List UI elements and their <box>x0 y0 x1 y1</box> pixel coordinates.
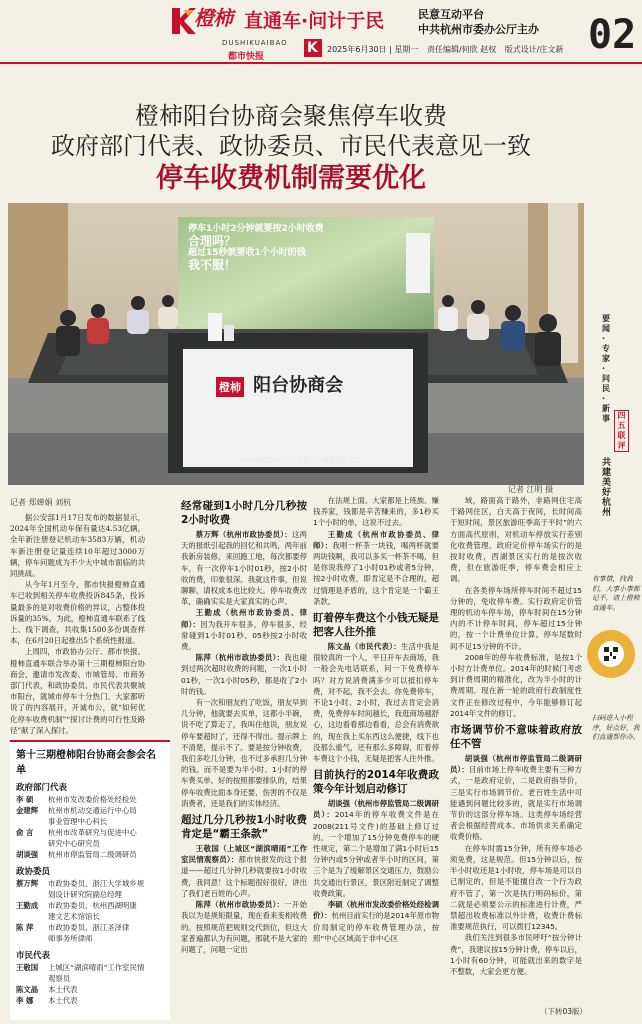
member-name: 陈 萍 <box>16 923 34 932</box>
member-name: 李 娜 <box>16 996 34 1005</box>
headline-line-1: 橙柿阳台协商会聚焦停车收费 <box>135 102 447 130</box>
col4-paragraph: 域，路面高于路外，非路网住宅高于路网住区，白天高于夜间，长时间高于短时间，景区旅游旺季高于平时”的六方面高代原则，对机动车停放实行差别化收费管理。政府定价停车场实行的是按时收费，西湖景区实行的是按次收费，但在旅游旺季，停车费会相应上调。 <box>450 496 582 584</box>
speaker-label: 陈萍（杭州市政协委员）： <box>195 653 285 663</box>
col4-paragraph: 在停车时需15分钟，所有停车场必须免费，这是规范。但15分钟以后，按半小时收还是1小时收，停车场是可以自己制定的，但是不能擅自改一个行为政府不管了，第一次是执行明码标价，第二就是必须要公示的标准进行计费，严禁超出收费标准以外计费，收费计费标准要规范执行，可以拨打12345。 <box>450 843 582 932</box>
member-row <box>16 794 164 805</box>
member-role: 市政协委员、浙江大学城乡规 <box>48 879 145 888</box>
strip-note-2: 扫码进入小程序，好点好，我们直通帮你办。 <box>592 714 640 741</box>
issue-date: 2025年6月30日 | 星期一 <box>327 45 419 54</box>
speaker-label: 王敬国（上城区“湖滨晴雨”工作室民情观察员）： <box>181 844 307 865</box>
quote-text: 杭州目前实行的是2014年原市物价局制定的停车收费管理办法，按照“中心区域高于非中心区 <box>313 911 439 943</box>
member-row <box>16 878 164 889</box>
masthead <box>0 0 642 64</box>
issue-editor: 责任编辑/何欣 赵权 <box>426 45 497 54</box>
article-column-3 <box>313 495 439 1005</box>
member-role: 杭州市发改委价格处经检处 <box>48 795 137 804</box>
col4-paragraph: 我们关注到很多市民呼吁“按分钟计费”，我建议按15分钟计费，停车以后，1小时有60分钟，可能就出来的数字是不整数，大家会更方便。 <box>450 933 582 976</box>
member-role: 市政协委员、杭州西湖明康 <box>48 901 137 910</box>
quote-text: 因为我开车很多，停车很多，经常碰到1小时01秒、05秒按2小时收费。 <box>181 619 307 652</box>
meeting-photo <box>8 203 584 485</box>
col4-paragraph: 2008年的停车收费标准，是按1个小时方计费单位。2014年的时候门考虑到计费周期的精准化，改为半小时的计费周期。现在新一轮的政府行政制度性文件正在修改过程中，今年能够修订起2014年文件的修订。 <box>450 652 582 718</box>
member-row <box>16 962 164 973</box>
partner-line-1: 民意互动平台 <box>418 8 484 21</box>
quote-text: 目前市场上停车收费主要有三种方式，一是政府定价，二是政府指导价，三是实行市场调节价。老百姓生活中可能遇到问题比较多的，就是实行市场调节价的这部分停车场。这类停车场经营者会根据经营成本、市场供求关系确定收费价格。 <box>450 765 582 842</box>
col2-paragraph: 有一次和朋友约了吃饭，朋友早到几分钟，他就要去买单，这都小半碗，说不吃了算走了，我叫住他说，朋友说停车要超时了，还得不得出。提示牌上不清楚，提示不了。要是按分钟收费，我们多吃几分钟，也不过多承担几分钟的钱。而不是要为半小时、1小时的停车费买单。好的按照都要排队的，结果停车收费比面本身还要，伤害的不仅是消费者，还是我们的实体经济。 <box>181 698 307 808</box>
subhead-5: 市场调节价不意味着政府放任不管 <box>450 724 582 751</box>
member-row <box>16 838 164 849</box>
member-row <box>16 911 164 922</box>
member-row <box>16 933 164 944</box>
photo-credit: 记者 江明 摄 <box>508 485 554 494</box>
member-role: 上城区“湖滨晴雨”工作室民情 <box>48 963 145 972</box>
issue-meta <box>327 44 569 55</box>
right-strip <box>586 64 642 1024</box>
member-role: 杭州市机动交通运行中心局 <box>48 806 137 815</box>
partner-line-2: 中共杭州市委办公厅主办 <box>418 23 539 36</box>
member-group-label: 政府部门代表 <box>16 783 68 793</box>
newspaper-logo-letter: K <box>307 40 318 56</box>
table-banner <box>216 371 416 397</box>
member-row <box>16 922 164 933</box>
screen-text <box>188 223 428 271</box>
brand-k-logo-icon <box>170 6 196 36</box>
qr-code-graphic-icon <box>587 630 635 678</box>
col1-paragraph-1: 据公安部1月17日发布的数据显示，2024年全国机动车保有量达4.53亿辆，全年新注册登记机动车3583万辆，机动车新注册登记量连续10年超过3000万辆，停车问题成为不少大中城市面临的共同挑战。 <box>10 513 145 579</box>
member-name: 蔡万辉 <box>16 879 39 888</box>
banner-logo: 橙柿 <box>216 377 244 397</box>
member-name: 胡谈强 <box>16 850 39 859</box>
subhead-1: 经常碰到1小时几分几秒按2小时收费 <box>181 500 307 526</box>
quote-text: 一开始我以为是规矩限量，现在看来变相收费的。按照规范把规则交代到位，但这大家普遍都认为有问题，那就不是大家的问题了，问题一定出 <box>181 900 307 954</box>
speaker-label: 王勤成（杭州市政协委员、律师）： <box>313 529 439 550</box>
col4-paragraph: 在各类停车场所停车时间不超过15分钟的，免收停车费。实行政府定价管理的机动车停车场，停车时间在15分钟内的不计停车时间，停车超过15分钟的，按一个计费单位计算。停车尾数时间不足15分钟的不计。 <box>450 585 582 651</box>
speaker-label: 胡谈强（杭州市停监管局二级调研员）： <box>313 799 439 820</box>
member-role: 杭州市停监管局二级调研员 <box>48 850 137 859</box>
member-row <box>16 827 164 838</box>
headline-line-2: 政府部门代表、政协委员、市民代表意见一致 <box>51 132 531 160</box>
banner-title: 阳台协商会 <box>253 375 344 396</box>
member-row <box>16 900 164 911</box>
member-row <box>16 984 164 995</box>
speaker-label: 胡谈强（杭州市停监管局二级调研员）： <box>450 754 582 775</box>
speaker-label: 李硕（杭州市发改委价格处经检调价）： <box>313 900 439 921</box>
article-column-2 <box>181 495 307 1005</box>
masthead-rule <box>0 62 642 64</box>
quote-text: 我也碰到过两次超时收费的问题，一次1小时01秒，一次1小时05秒，都是收了2小时的钱。 <box>181 653 307 696</box>
newspaper-name: 都市快报 <box>228 52 265 62</box>
strip-vertical-text-2: 共建美好杭州 <box>602 458 612 518</box>
member-role: 研究中心研究员 <box>48 839 100 848</box>
screen-line-4: 我不服！ <box>188 258 237 272</box>
member-row <box>16 849 164 860</box>
newspaper-pinyin: DUSHIKUAIBAO <box>222 39 288 47</box>
member-row <box>16 816 164 827</box>
quote-text: 生活中我是很较真的一个人，平日开车去商场，我一般会先电话联系，问一下免费停车吗？对方说消费满多少可以抵扣停车费，对不起，我不会去。你免费停车，不论1小时、2小时，我过去肯定会消费，免费停车时间越长，我逛商场越舒心，这边看看那边看看，总会有消费欲的，现在我上买东西这么便捷，线下也没那么重气，还有那么多障碍，盯着停车费这个小钱，无疑是把客人往外推。 <box>313 642 439 764</box>
member-name: 李 硕 <box>16 795 34 804</box>
member-group-label: 市民代表 <box>16 951 51 961</box>
newspaper-logo-icon <box>304 39 322 57</box>
issue-designer: 版式设计/庄文新 <box>504 45 564 54</box>
banner-sub: 杭州市政协实验中心 | 都市快报直通车互动 <box>238 456 362 464</box>
member-role: 建文艺术馆馆长 <box>48 912 100 921</box>
member-name: 王勤成 <box>16 901 39 910</box>
subhead-2: 超过几分几秒按1小时收费肯定是“霸王条款” <box>181 814 307 841</box>
member-list-box <box>10 740 170 1020</box>
member-name: 俞 言 <box>16 828 34 837</box>
screen-line-3: 超过15秒就要收1个小时的钱 <box>188 248 306 258</box>
member-role: 本土代表 <box>48 996 78 1005</box>
screen-line-2: 合理吗？ <box>188 234 237 248</box>
brand-calligraphy: 橙柿 <box>194 6 232 30</box>
quote-text: 都市快报发的这个报道——超过几分钟几秒就要按1小时收费，我同意！这个标题很好很好，讲出了我们老百姓的心声。 <box>181 855 307 898</box>
subhead-4: 目前执行的2014年收费政策今年计划启动修订 <box>313 769 439 796</box>
member-group-label: 政协委员 <box>16 867 51 877</box>
strip-badge: 四五联评 <box>614 410 629 452</box>
speaker-label: 陈文晶（市民代表）： <box>327 642 401 652</box>
quote-text: 2014年的停车收费文件是在2008(211号文件)的基础上修订过的，一个增加了15分钟免费停车的硬性规定，第二个是增加了满1小时后15分钟内或5分钟或者半小时的区间，第三个是为了缓解景区交通压力，鼓励公共交通出行景区，景区附近制定了调整收费政策。 <box>313 810 439 898</box>
speaker-label: 王勤成（杭州市政协委员、律师）： <box>181 608 307 629</box>
member-role: 市政协委员、浙江圣泽律 <box>48 923 130 932</box>
strip-note-1: 有事情，找我们，大事小事都记不，请上橙柿直通车。 <box>592 575 640 612</box>
member-name: 王敬国 <box>16 963 39 972</box>
article-column-4 <box>450 495 582 1005</box>
speaker-label: 陈萍（杭州市政协委员）： <box>195 900 285 910</box>
speaker-label: 蔡万辉（杭州市政协委员）： <box>195 530 292 539</box>
qr-code-icon[interactable] <box>587 630 635 678</box>
member-row <box>16 889 164 900</box>
member-list-title: 第十三期橙柿阳台协商会参会名单 <box>16 750 156 776</box>
member-row <box>16 805 164 816</box>
member-name: 金建辉 <box>16 806 39 815</box>
screen-line-1: 停车1小时2分钟就要按2小时收费 <box>188 224 324 234</box>
col3-paragraph: 在法规上面。大家都是上班族、赚钱养家，钱都是辛苦赚来的，多1秒买1个小时的单，这说不过去。 <box>313 496 439 528</box>
member-role: 观察员 <box>48 974 71 983</box>
member-role: 划设计研究院副总经理 <box>48 890 122 899</box>
member-row <box>16 995 164 1006</box>
strip-vertical-text-1: 要闻·专家·问民·新事 <box>602 314 610 423</box>
member-role: 师事务所律师 <box>48 934 93 943</box>
quote-text: 这两天的报纸引起我的回忆和共鸣，两年前我新房装修，来回跑工地，每次都要停车，有一次停车1小时01秒，按2小时收的费，印象很深。我就这件事，但说聊聊，请权成本也比较大。停车收费改革，确确实实是大家真实的心声。 <box>181 530 307 607</box>
article-column-1 <box>10 512 145 735</box>
headline-main: 停车收费机制需要优化 <box>156 163 426 194</box>
page-number: 02 <box>588 12 637 58</box>
continue-note: （下转03版） <box>540 1007 588 1016</box>
member-row <box>16 973 164 984</box>
member-name: 陈文晶 <box>16 985 39 994</box>
brand-subtitle: 直通车·问计于民 <box>244 10 385 32</box>
col1-paragraph-2: 从今年1月至今，都市快报橙柿直通车已收到相关停车收费投诉845条，投诉量最多的是对收费价格的异议，占整体投诉量的35%。为此，橙柿直通车联系了线上、线下调查，共收集1500多份调查样本，在6月20日起推出5个系统性报道。 <box>10 580 145 646</box>
quote-text: 我唱一杯茶一块钱，喝两杯就要两块钱啊，我可以多买一杯茶不喝，但是你说我停了1小时01秒或者5分钟，按2小时收费，即肯定是不合理的，超过情理是矛盾的，这个肯定是一个霸王条款。 <box>313 540 439 606</box>
member-role: 本土代表 <box>48 985 78 994</box>
member-role: 事业管理中心科长 <box>48 817 108 826</box>
member-groups <box>10 781 170 1006</box>
col1-paragraph-3: 上周四，市政协办公厅、都市快报、橙柿直通车联合举办第十三期橙柿阳台协商会，邀请市发改委、市城管局、市商务部门代表，和政协委员、市民代表共聚城市阳台，就城市停车十分热门、大家都听说了的内容展开，开诚布公，就“如何优化停车收费机制”“探讨计费的可行性及路径”献了深入探讨。 <box>10 647 145 735</box>
member-role: 杭州市改革研究与促进中心 <box>48 828 137 837</box>
reporters-credit: 记者 郑婵娟 刘杭 <box>10 498 72 507</box>
subhead-3: 盯着停车费这个小钱无疑是把客人往外推 <box>313 612 439 639</box>
